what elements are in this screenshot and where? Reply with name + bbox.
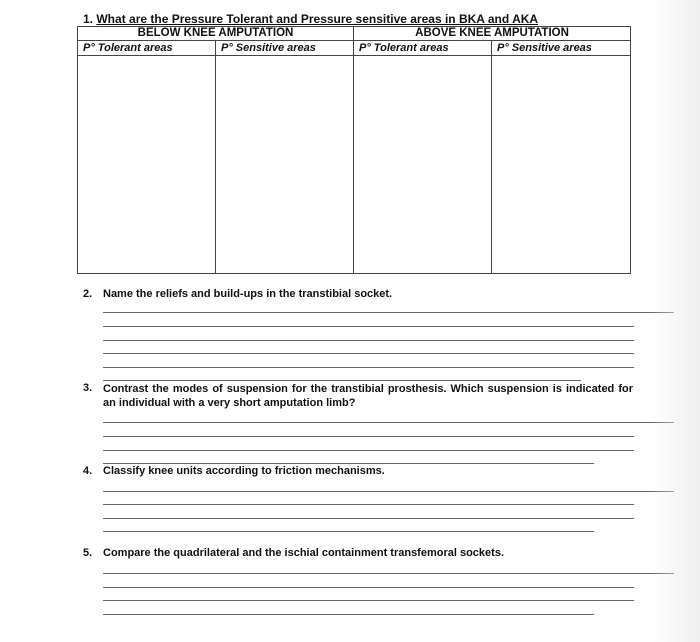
question-text: Name the reliefs and build-ups in the transtibial socket. [103, 288, 393, 300]
answer-line[interactable] [103, 450, 634, 451]
question-3 [83, 382, 635, 410]
answer-cell-aka-sensitive[interactable] [492, 56, 631, 274]
question-text: What are the Pressure Tolerant and Pressure sensitive areas in BKA and AKA [96, 12, 539, 26]
group-header-aka: ABOVE KNEE AMPUTATION [354, 27, 631, 41]
column-header: P° Tolerant areas [354, 41, 492, 56]
pressure-areas-table [77, 26, 631, 274]
answer-line[interactable] [103, 491, 674, 492]
answer-line[interactable] [103, 436, 634, 437]
answer-line[interactable] [103, 367, 634, 368]
page-edge-shadow [650, 0, 700, 642]
answer-cell-bka-tolerant[interactable] [78, 56, 216, 274]
answer-line[interactable] [103, 326, 634, 327]
answer-line[interactable] [103, 380, 581, 381]
question-text: Compare the quadrilateral and the ischial containment transfemoral sockets. [103, 547, 505, 559]
question-5 [83, 547, 504, 559]
question-text: Classify knee units according to friction mechanisms. [103, 465, 385, 477]
question-number: 4. [83, 465, 93, 477]
column-header: P° Tolerant areas [78, 41, 216, 56]
question-number: 5. [83, 547, 93, 559]
column-header: P° Sensitive areas [216, 41, 354, 56]
answer-line[interactable] [103, 340, 634, 341]
answer-line[interactable] [103, 504, 634, 505]
question-1 [83, 12, 538, 26]
question-number: 2. [83, 288, 93, 300]
column-header: P° Sensitive areas [492, 41, 631, 56]
answer-line[interactable] [103, 531, 594, 532]
answer-line[interactable] [103, 614, 594, 615]
answer-line[interactable] [103, 312, 674, 313]
answer-cell-aka-tolerant[interactable] [354, 56, 492, 274]
answer-line[interactable] [103, 587, 634, 588]
answer-line[interactable] [103, 463, 594, 464]
question-number: 1. [83, 12, 94, 26]
answer-line[interactable] [103, 422, 674, 423]
question-4 [83, 465, 385, 477]
answer-line[interactable] [103, 353, 634, 354]
question-number: 3. [83, 382, 93, 394]
answer-cell-bka-sensitive[interactable] [216, 56, 354, 274]
answer-line[interactable] [103, 518, 634, 519]
group-header-bka: BELOW KNEE AMPUTATION [78, 27, 354, 41]
question-2 [83, 288, 392, 300]
question-text: Contrast the modes of suspension for the transtibial prosthesis. Which suspension is indicated for an individual with a very short amputation limb? [103, 383, 633, 409]
answer-line[interactable] [103, 600, 634, 601]
answer-line[interactable] [103, 573, 674, 574]
